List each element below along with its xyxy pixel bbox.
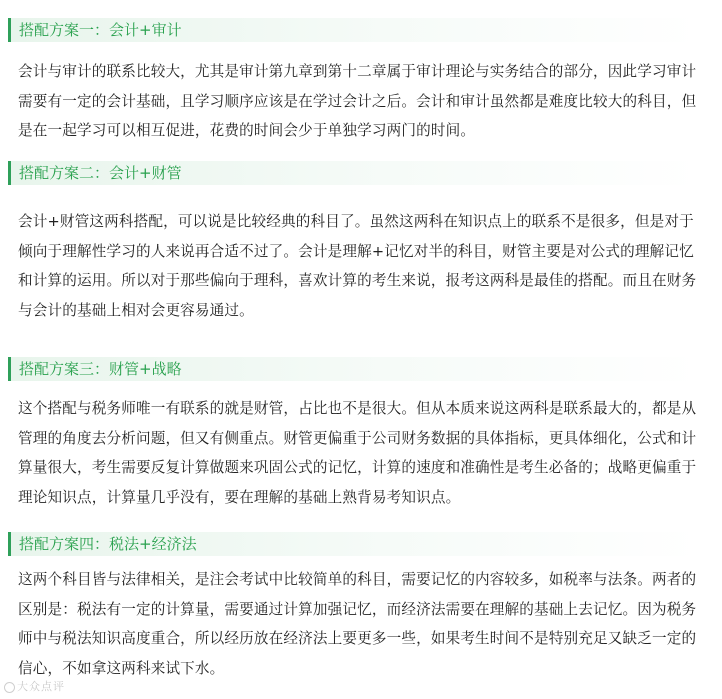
section-body-2: 会计+财管这两科搭配，可以说是比较经典的科目了。虽然这两科在知识点上的联系不是很多，但是对于倾向于理解性学习的人来说再合适不过了。会计是理解+记忆对半的科目，财管主要是对公式的理解记忆和计算的运用。所以对于那些偏向于理科，喜欢计算的考生来说，报考这两科是最佳的搭配。而且在财务与会计的基础上相对会更容易通过。 xyxy=(18,213,697,319)
section-body-1: 会计与审计的联系比较大，尤其是审计第九章到第十二章属于审计理论与实务结合的部分，因此学习审计需要有一定的会计基础，且学习顺序应该是在学过会计之后。会计和审计虽然都是难度比较大的科目，但是在一起学习可以相互促进，花费的时间会少于单独学习两门的时间。 xyxy=(18,63,697,139)
section-heading-1: 搭配方案一：会计+审计 xyxy=(8,18,698,42)
watermark-icon xyxy=(4,682,15,693)
section-heading-2: 搭配方案二：会计+财管 xyxy=(8,161,698,185)
section-heading-4: 搭配方案四：税法+经济法 xyxy=(8,532,698,556)
section-heading-3: 搭配方案三：财管+战略 xyxy=(8,357,698,381)
watermark-text: 大众点评 xyxy=(17,680,65,693)
section-body-4: 这两个科目皆与法律相关，是注会考试中比较简单的科目，需要记忆的内容较多，如税率与法条。两者的区别是：税法有一定的计算量，需要通过计算加强记忆，而经济法需要在理解的基础上去记忆。因为税务师中与税法知识高度重合，所以经历放在经济法上要更多一些，如果考生时间不是特别充足又缺乏一定的信心，不如拿这两科来试下水。 xyxy=(18,571,697,677)
section-body-3: 这个搭配与税务师唯一有联系的就是财管，占比也不是很大。但从本质来说这两科是联系最大的，都是从管理的角度去分析问题，但又有侧重点。财管更偏重于公司财务数据的具体指标，更具体细化，公式和计算量很大，考生需要反复计算做题来巩固公式的记忆，计算的速度和准确性是考生必备的；战略更偏重于理论知识点，计算量几乎没有，要在理解的基础上熟背易考知识点。 xyxy=(18,400,697,506)
watermark xyxy=(4,678,65,694)
